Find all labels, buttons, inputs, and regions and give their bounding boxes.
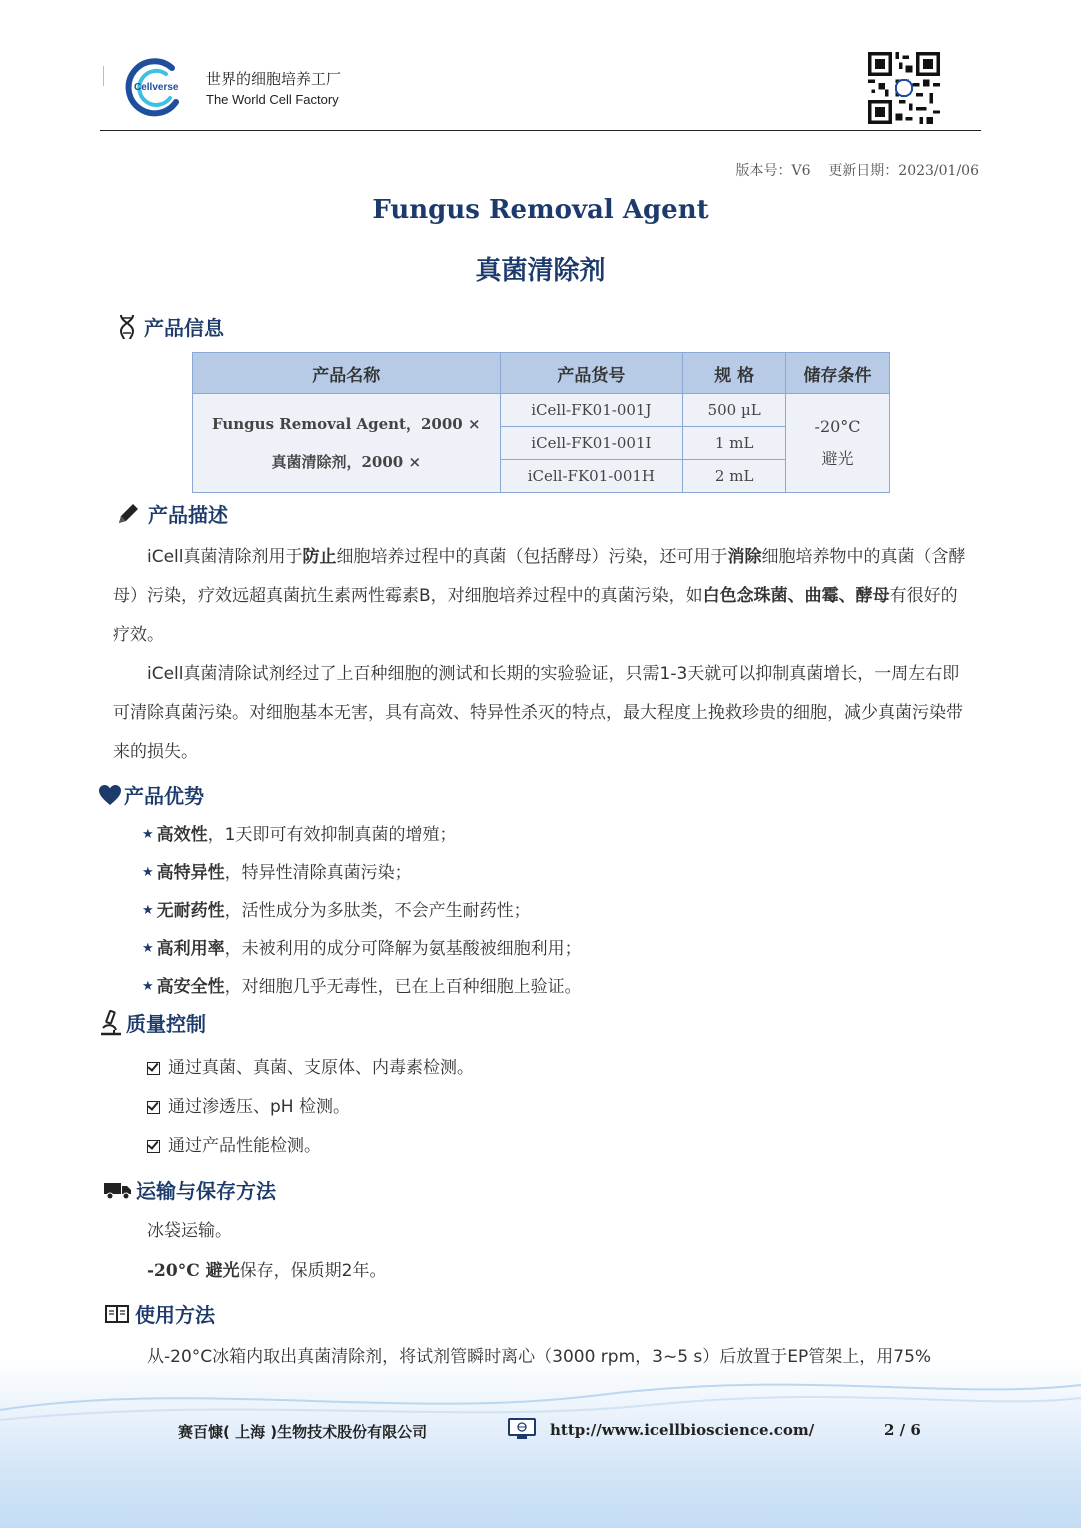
book-icon — [105, 1304, 129, 1324]
list-item — [142, 930, 582, 968]
section-product-desc — [116, 499, 228, 528]
table-row — [193, 394, 890, 427]
section-product-info — [118, 312, 224, 341]
storage-text: 保存，保质期2年。 — [239, 1261, 387, 1281]
catalog-number: iCell-FK01-001I — [500, 427, 683, 460]
advantage-text: ，未被利用的成分可降解为氨基酸被细胞利用； — [224, 939, 582, 959]
header-divider-line — [103, 66, 104, 86]
truck-icon — [104, 1180, 132, 1200]
advantage-text: ，特异性清除真菌污染； — [224, 863, 412, 883]
microscope-icon — [100, 1010, 122, 1036]
catalog-number: iCell-FK01-001H — [500, 460, 683, 493]
shipping-line: 冰袋运输。 — [147, 1221, 232, 1241]
slogan-cn: 世界的细胞培养工厂 — [206, 70, 342, 88]
desc-text: 细胞培养物中的真菌（含酵母）污染，疗效远超真菌抗生素两性霉素B，对细胞培养过程中的真菌污染，如 — [113, 547, 966, 606]
size-value: 2 mL — [683, 460, 786, 493]
desc-bold: 白色念珠菌、曲霉、酵母 — [702, 586, 890, 606]
footer-company: 赛百慷( 上海 )生物技术股份有限公司 — [178, 1423, 428, 1441]
header-rule — [100, 130, 981, 131]
checkbox-icon — [147, 1062, 160, 1075]
cellverse-logo — [120, 56, 190, 118]
desc-text: 有很好的疗效。 — [113, 586, 958, 645]
list-item — [142, 968, 582, 1006]
size-value: 500 µL — [683, 394, 786, 427]
page-number: 2 / 6 — [884, 1421, 921, 1439]
advantage-text: ，对细胞几乎无毒性，已在上百种细胞上验证。 — [224, 977, 582, 997]
advantage-title: 高利用率 — [156, 939, 225, 959]
desc-bold: 消除 — [727, 547, 762, 567]
table-header: 规 格 — [683, 353, 786, 394]
usage-line: 从-20°C冰箱内取出真菌清除剂，将试剂管瞬时离心（3000 rpm，3~5 s）后放置于EP管架上，用75% — [147, 1347, 932, 1367]
qc-text: 通过产品性能检测。 — [168, 1136, 321, 1156]
section-title: 使用方法 — [135, 1303, 215, 1327]
table-header: 产品名称 — [193, 353, 501, 394]
pencil-icon — [116, 502, 140, 526]
list-item — [147, 1049, 474, 1088]
advantage-title: 高特异性 — [156, 863, 225, 883]
logo-text: Cellverse — [134, 82, 179, 93]
star-icon: ★ — [142, 979, 154, 994]
section-title: 产品信息 — [144, 316, 224, 340]
advantages-list — [142, 816, 582, 1006]
list-item — [142, 892, 582, 930]
qc-text: 通过真菌、真菌、支原体、内毒素检测。 — [168, 1058, 474, 1078]
list-item — [142, 854, 582, 892]
desc-bold: 防止 — [302, 547, 337, 567]
storage-bold: -20°C 避光 — [147, 1261, 240, 1281]
storage-cell — [786, 394, 890, 493]
section-usage — [105, 1299, 215, 1328]
title-cn: 真菌清除剂 — [475, 256, 606, 286]
desc-text: 细胞培养过程中的真菌（包括酵母）污染，还可用于 — [336, 547, 728, 567]
advantage-text: ，1天即可有效抑制真菌的增殖； — [207, 825, 457, 845]
description-paragraph-1 — [113, 538, 971, 655]
product-spec-table — [192, 352, 890, 493]
description-paragraph-2: iCell真菌清除试剂经过了上百种细胞的测试和长期的实验验证，只需1-3天就可以抑制真菌增长，一周左右即可清除真菌污染。对细胞基本无害，具有高效、特异性杀灭的特点，最大程度上挽救珍贵的细胞，减少真菌污染带来的损失。 — [113, 664, 963, 762]
product-name-en: Fungus Removal Agent，2000 × — [211, 415, 481, 433]
storage-temp: -20°C — [814, 417, 861, 436]
star-icon: ★ — [142, 903, 154, 918]
qr-code-icon — [868, 52, 940, 124]
section-shipping — [104, 1175, 276, 1204]
list-item — [142, 816, 582, 854]
star-icon: ★ — [142, 827, 154, 842]
list-item — [147, 1088, 474, 1127]
section-quality-control — [100, 1008, 206, 1037]
list-item — [147, 1127, 474, 1166]
checkbox-icon — [147, 1140, 160, 1153]
dna-icon — [118, 314, 136, 340]
table-header-row — [193, 353, 890, 394]
star-icon: ★ — [142, 865, 154, 880]
qc-list — [147, 1049, 474, 1166]
section-title: 产品优势 — [124, 784, 204, 808]
catalog-number: iCell-FK01-001J — [500, 394, 683, 427]
storage-line — [147, 1252, 387, 1291]
section-title: 运输与保存方法 — [136, 1179, 276, 1203]
storage-light: 避光 — [821, 449, 854, 468]
checkbox-icon — [147, 1101, 160, 1114]
desc-text: iCell真菌清除剂用于 — [147, 547, 303, 567]
version-info: 版本号：V6 更新日期：2023/01/06 — [735, 163, 979, 179]
title-en: Fungus Removal Agent — [372, 195, 709, 225]
heart-icon — [98, 784, 122, 806]
slogan-en: The World Cell Factory — [206, 92, 339, 107]
monitor-icon — [508, 1418, 536, 1440]
section-title: 产品描述 — [148, 503, 228, 527]
product-name-cn: 真菌清除剂，2000 × — [271, 453, 422, 471]
table-header: 储存条件 — [786, 353, 890, 394]
advantage-title: 无耐药性 — [156, 901, 225, 921]
star-icon: ★ — [142, 941, 154, 956]
product-name-cell — [193, 394, 501, 493]
advantage-text: ，活性成分为多肽类，不会产生耐药性； — [224, 901, 531, 921]
section-title: 质量控制 — [126, 1012, 206, 1036]
footer-url-link[interactable]: http://www.icellbioscience.com/ — [550, 1421, 815, 1439]
advantage-title: 高安全性 — [156, 977, 225, 997]
section-advantages — [98, 780, 204, 809]
advantage-title: 高效性 — [156, 825, 208, 845]
size-value: 1 mL — [683, 427, 786, 460]
qc-text: 通过渗透压、pH 检测。 — [168, 1097, 350, 1117]
table-header: 产品货号 — [500, 353, 683, 394]
